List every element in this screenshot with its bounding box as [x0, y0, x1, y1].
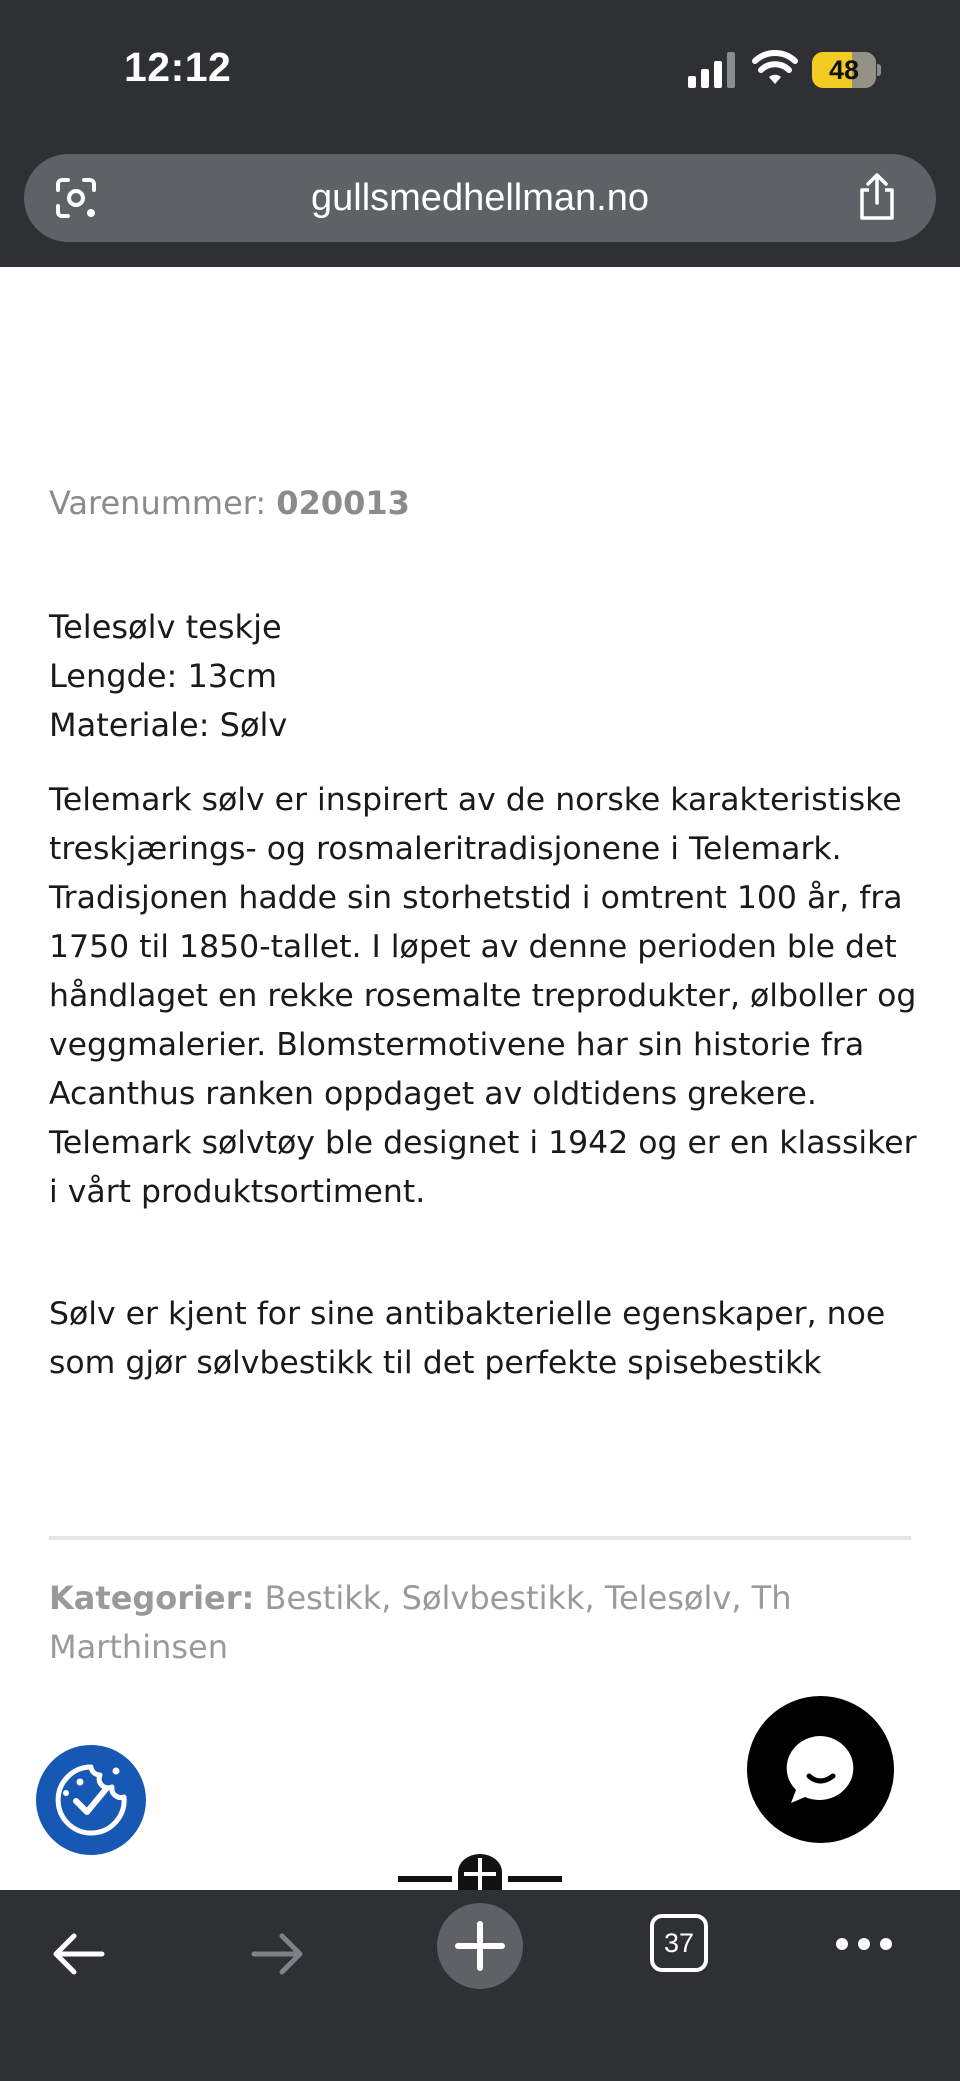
battery-indicator [812, 52, 876, 88]
tab-switcher-button[interactable]: 37 [650, 1914, 708, 1972]
wifi-icon [752, 50, 798, 88]
spec-length: Lengde: 13cm [49, 657, 277, 695]
categories-label: Kategorier: [49, 1579, 255, 1617]
more-options-icon[interactable] [834, 1932, 894, 1956]
site-logo-icon [398, 1854, 562, 1890]
product-categories [49, 1574, 909, 1672]
sku-label: Varenummer: [49, 484, 267, 522]
new-tab-button[interactable] [437, 1903, 523, 1989]
browser-top-bar [0, 0, 960, 267]
product-description: Telemark sølv er inspirert av de norske karakteristiske treskjærings- og rosmaleritradisjonene i Telemark. Tradisjonen hadde sin storhetstid i omtrent 100 år, fra 1750 til 1850-tallet. I løpet av denne perioden ble det håndlaget en rekke rosemalte treprodukter, ølboller og veggmalerier. Blomstermotivene har sin historie fra Acanthus ranken oppdaget av oldtidens grekere. Telemark sølvtøy ble designet i 1942 og er en klassiker i vårt produktsortiment. [49, 782, 917, 1210]
cellular-signal-icon [688, 52, 738, 88]
url-text[interactable]: gullsmedhellman.no [311, 177, 649, 219]
product-sku [49, 484, 410, 522]
back-arrow-icon[interactable] [48, 1924, 108, 1984]
categories-links[interactable]: Bestikk, Sølvbestikk, Telesølv, Th Marthinsen [49, 1579, 792, 1666]
status-time: 12:12 [124, 44, 232, 90]
cookie-check-icon [36, 1745, 146, 1855]
battery-nub [877, 64, 881, 76]
plus-icon [437, 1903, 523, 1989]
chat-button[interactable] [747, 1696, 894, 1843]
forward-arrow-icon[interactable] [248, 1924, 308, 1984]
battery-level: 48 [828, 55, 860, 85]
product-description-silver: Sølv er kjent for sine antibakterielle egenskaper, noe som gjør sølvbestikk til det perfekte spisebestikk [49, 1296, 886, 1381]
chat-bubble-icon [747, 1696, 894, 1843]
browser-bottom-bar [0, 1890, 960, 2081]
cookie-consent-button[interactable] [36, 1745, 146, 1855]
address-bar[interactable] [24, 154, 936, 242]
spec-material: Materiale: Sølv [49, 706, 288, 744]
share-icon[interactable] [854, 172, 900, 222]
sku-value: 020013 [276, 484, 410, 522]
spec-name: Telesølv teskje [49, 608, 282, 646]
divider [49, 1536, 911, 1540]
